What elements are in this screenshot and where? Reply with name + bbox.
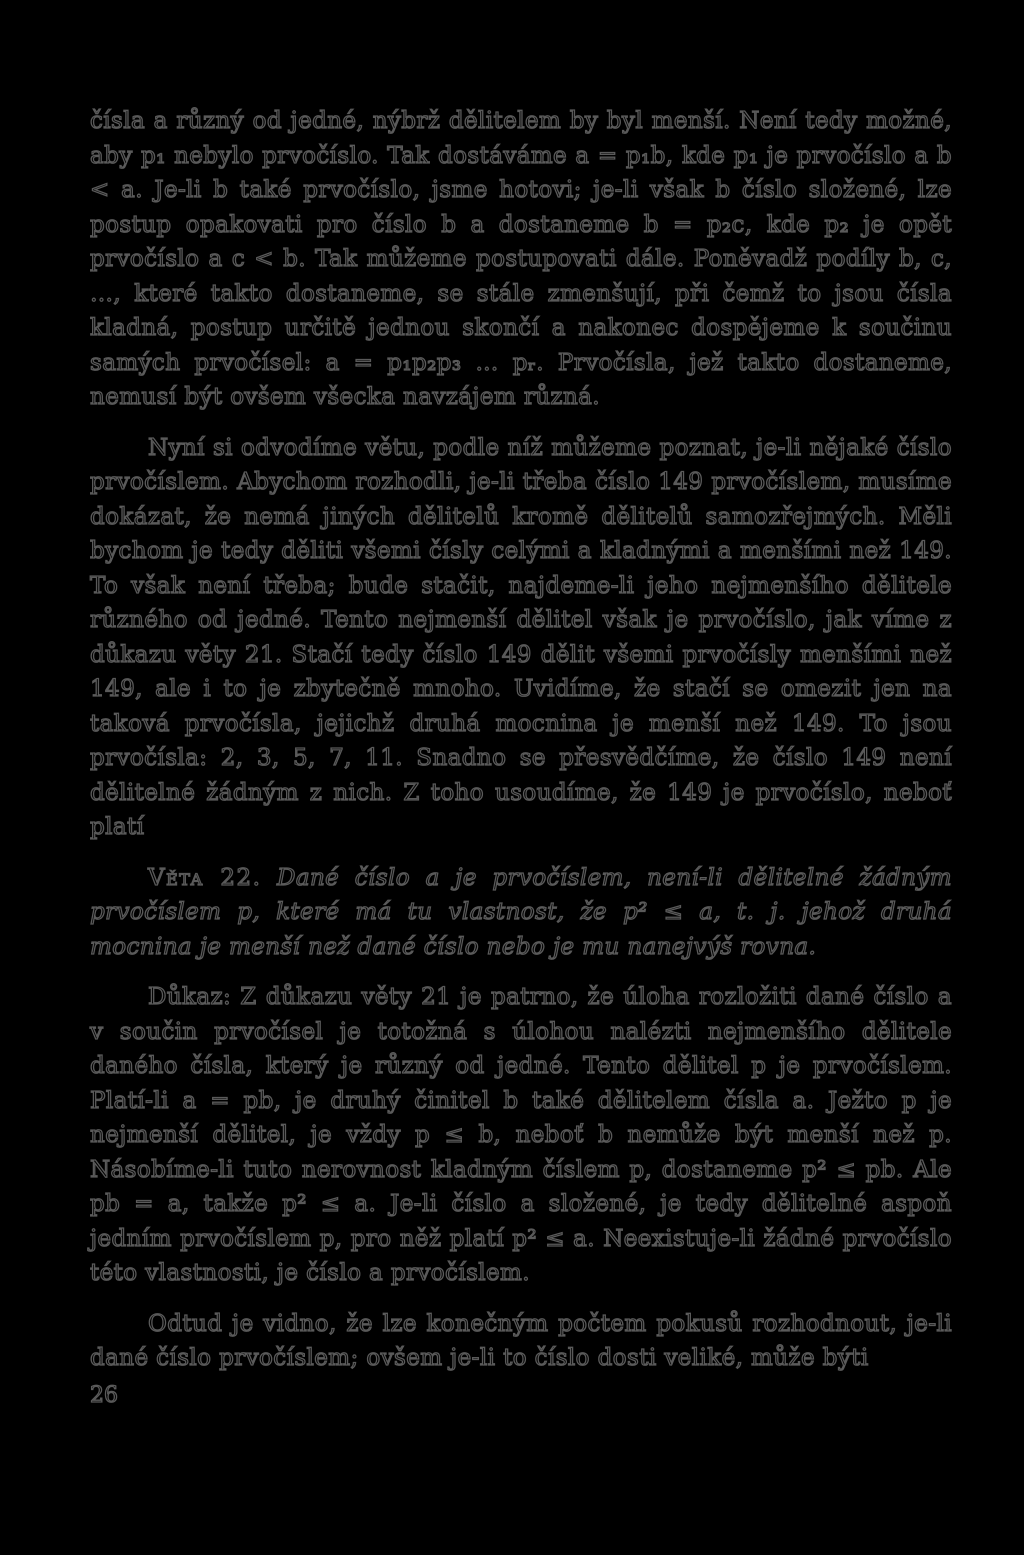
paragraph-closing: Odtud je vidno, že lze konečným počtem pokusů rozhodnout, je-li dané číslo prvočíslem; ovšem je-li to číslo dosti veliké, může býti (90, 1310, 952, 1371)
theorem-22 (90, 861, 952, 965)
paragraph-proof: Důkaz: Z důkazu věty 21 je patrno, že úloha rozložiti dané číslo a v součin prvočísel je totožná s úlohou nalézti nejmenšího dělitele daného čísla, který je různý od jedné. Tento dělitel p je prvočíslem. Platí-li a = pb, je druhý činitel b také dělitelem čísla a. Ježto p je nejmenší dělitel, je vždy p ≤ b, neboť b nemůže být menší než p. Násobíme-li tuto nerovnost kladným číslem p, dostaneme p² ≤ pb. Ale pb = a, takže p² ≤ a. Je-li číslo a složené, je tedy dělitelné aspoň jedním prvočíslem p, pro něž platí p² ≤ a. Neexistuje-li žádné prvočíslo této vlastnosti, je číslo a prvočíslem. (90, 984, 952, 1286)
paragraph-primality-test: Nyní si odvodíme větu, podle níž můžeme poznat, je-li nějaké číslo prvočíslem. Abychom rozhodli, je-li třeba číslo 149 prvočíslem, musíme dokázat, že nemá jiných dělitelů kromě dělitelů samozřejmých. Měli bychom je tedy děliti všemi čísly celými a kladnými a menšími než 149. To však není třeba; bude stačit, najdeme-li jeho nejmenšího dělitele různého od jedné. Tento nejmenší dělitel však je prvočíslo, jak víme z důkazu věty 21. Stačí tedy číslo 149 dělit všemi prvočísly menšími než 149, ale i to je zbytečně mnoho. Uvidíme, že stačí se omezit jen na taková prvočísla, jejichž druhá mocnina je menší než 149. To jsou prvočísla: 2, 3, 5, 7, 11. Snadno se přesvědčíme, že číslo 149 není dělitelné žádným z nich. Z toho usoudíme, že 149 je prvočíslo, neboť platí (90, 434, 952, 840)
paragraph-factorization: čísla a různý od jedné, nýbrž dělitelem by byl menší. Není tedy možné, aby p₁ nebylo prvočíslo. Tak dostáváme a = p₁b, kde p₁ je prvočíslo a b < a. Je-li b také prvočíslo, jsme hotovi; je-li však b číslo složené, lze postup opakovati pro číslo b a dostaneme b = p₂c, kde p₂ je opět prvočíslo a c < b. Tak můžeme postupovati dále. Poněvadž podíly b, c, …, které takto dostaneme, se stále zmenšují, při čemž to jsou čísla kladná, postup určitě jednou skončí a nakonec dospějeme k součinu samých prvočísel: a = p₁p₂p₃ … pᵣ. Prvočísla, jež takto dostaneme, nemusí být ovšem všecka navzájem různá. (90, 108, 952, 410)
page-number: 26 (90, 1383, 118, 1408)
theorem-text: Dané číslo a je prvočíslem, není-li dělitelné žádným prvočíslem p, které má tu vlastnost, že p² ≤ a, t. j. jehož druhá mocnina je menší než dané číslo nebo je mu nanejvýš rovna. (90, 864, 952, 960)
page-body (90, 104, 952, 1376)
theorem-label: Věta 22. (148, 864, 262, 891)
